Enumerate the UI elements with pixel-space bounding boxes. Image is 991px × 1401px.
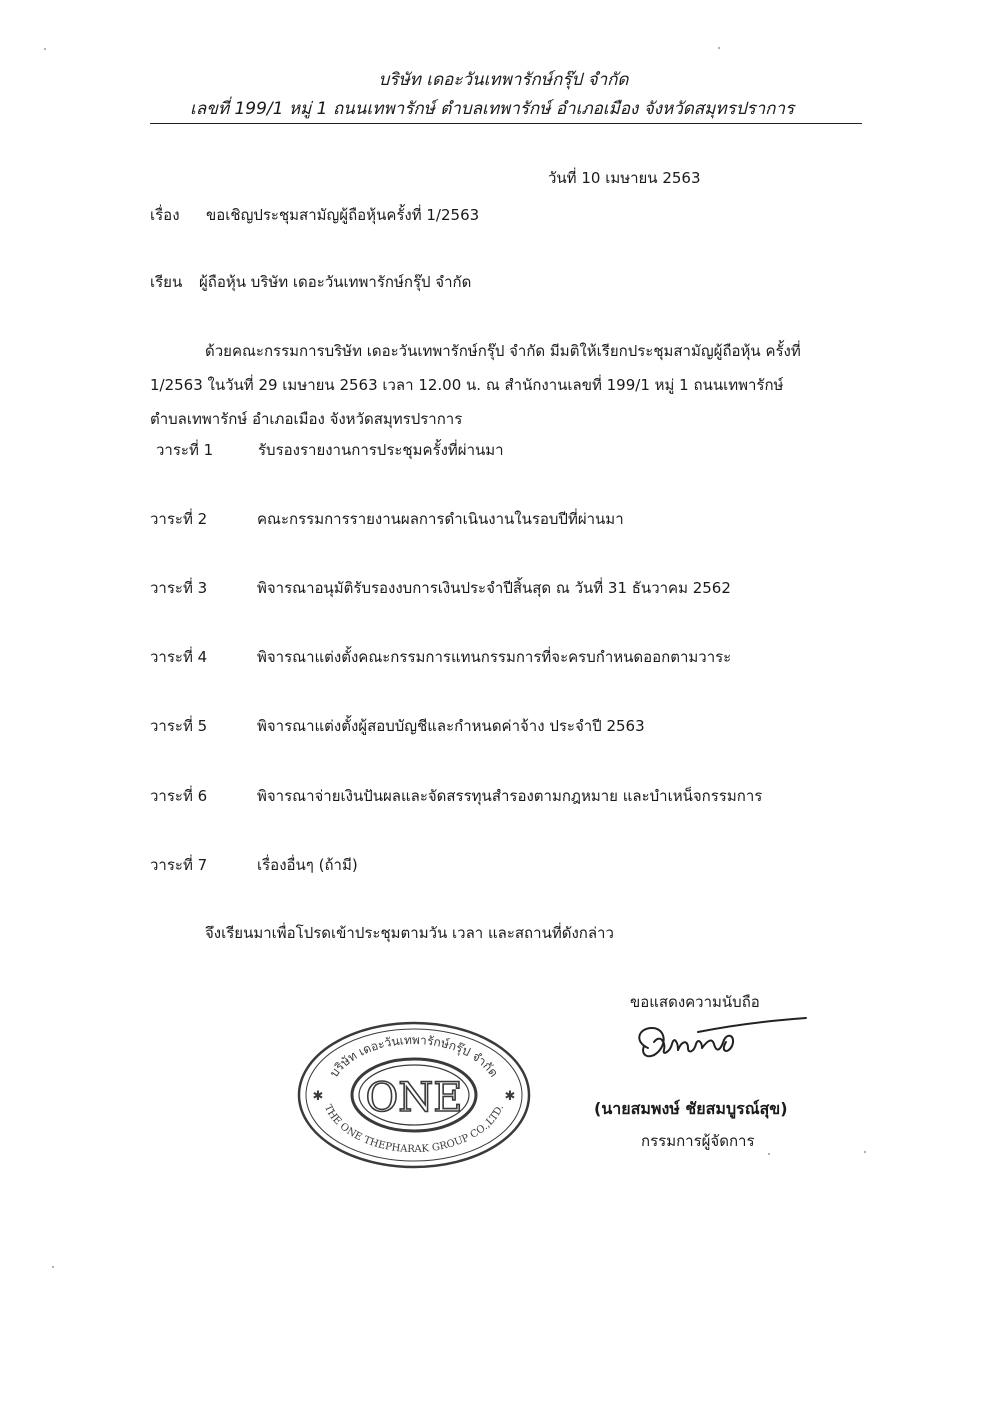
seal-bottom-text: THE ONE THEPHARAK GROUP CO.,LTD. bbox=[321, 1103, 507, 1156]
handwritten-signature bbox=[628, 1012, 808, 1072]
agenda-number: วาระที่ 2 bbox=[150, 510, 208, 528]
subject-text: ขอเชิญประชุมสามัญผู้ถือหุ้นครั้งที่ 1/2563 bbox=[206, 206, 480, 224]
letter-date: วันที่ 10 เมษายน 2563 bbox=[548, 169, 701, 187]
seal-center-text: ONE bbox=[365, 1075, 463, 1121]
company-seal bbox=[296, 1020, 532, 1170]
body-line-1: ด้วยคณะกรรมการบริษัท เดอะวันเทพารักษ์กรุ๊ป จำกัด มีมติให้เรียกประชุมสามัญผู้ถือหุ้น ครั้งที่ bbox=[205, 342, 801, 360]
company-address: เลขที่ 199/1 หมู่ 1 ถนนเทพารักษ์ ตำบลเทพารักษ์ อำเภอเมือง จังหวัดสมุทรปราการ bbox=[190, 99, 795, 119]
agenda-text: พิจารณาจ่ายเงินปันผลและจัดสรรทุนสำรองตามกฎหมาย และบำเหน็จกรรมการ bbox=[257, 787, 763, 805]
svg-text:✱: ✱ bbox=[504, 1089, 516, 1104]
signer-name: (นายสมพงษ์ ชัยสมบูรณ์สุข) bbox=[594, 1099, 788, 1118]
svg-text:✱: ✱ bbox=[312, 1089, 324, 1104]
agenda-text: พิจารณาแต่งตั้งคณะกรรมการแทนกรรมการที่จะครบกำหนดออกตามวาระ bbox=[257, 648, 732, 666]
agenda-item bbox=[150, 576, 731, 600]
agenda-number: วาระที่ 7 bbox=[150, 856, 208, 874]
agenda-item bbox=[150, 853, 358, 877]
seal-top-text: บริษัท เดอะวันเทพารักษ์กรุ๊ป จำกัด bbox=[326, 1032, 502, 1080]
agenda-number: วาระที่ 5 bbox=[150, 717, 208, 735]
signer-title: กรรมการผู้จัดการ bbox=[641, 1132, 755, 1150]
header-divider bbox=[150, 123, 862, 124]
agenda-item bbox=[150, 507, 624, 531]
company-name: บริษัท เดอะวันเทพารักษ์กรุ๊ป จำกัด bbox=[378, 70, 629, 90]
body-line-3: ตำบลเทพารักษ์ อำเภอเมือง จังหวัดสมุทรปราการ bbox=[150, 410, 463, 428]
scan-speck bbox=[768, 1153, 770, 1155]
agenda-item bbox=[150, 714, 645, 738]
recipient-label: เรียน bbox=[150, 273, 183, 291]
agenda-item bbox=[156, 438, 504, 462]
scan-speck bbox=[718, 47, 720, 49]
agenda-text: พิจารณาอนุมัติรับรองงบการเงินประจำปีสิ้นสุด ณ วันที่ 31 ธันวาคม 2562 bbox=[257, 579, 731, 597]
body-line-2: 1/2563 ในวันที่ 29 เมษายน 2563 เวลา 12.00 น. ณ สำนักงานเลขที่ 199/1 หมู่ 1 ถนนเทพารักษ์ bbox=[150, 376, 784, 394]
agenda-number: วาระที่ 3 bbox=[150, 579, 208, 597]
agenda-text: พิจารณาแต่งตั้งผู้สอบบัญชีและกำหนดค่าจ้าง ประจำปี 2563 bbox=[257, 717, 645, 735]
body-paragraph bbox=[150, 334, 870, 436]
agenda-number: วาระที่ 6 bbox=[150, 787, 208, 805]
recipient-text: ผู้ถือหุ้น บริษัท เดอะวันเทพารักษ์กรุ๊ป จำกัด bbox=[199, 273, 472, 291]
agenda-text: คณะกรรมการรายงานผลการดำเนินงานในรอบปีที่ผ่านมา bbox=[257, 510, 624, 528]
agenda-text: รับรองรายงานการประชุมครั้งที่ผ่านมา bbox=[258, 441, 504, 459]
scan-speck bbox=[44, 48, 46, 50]
subject-label: เรื่อง bbox=[150, 206, 180, 224]
scan-speck bbox=[52, 1266, 54, 1268]
scan-speck bbox=[864, 1151, 866, 1153]
signoff: ขอแสดงความนับถือ bbox=[630, 993, 760, 1011]
agenda-number: วาระที่ 4 bbox=[150, 648, 208, 666]
agenda-text: เรื่องอื่นๆ (ถ้ามี) bbox=[257, 856, 358, 874]
agenda-item bbox=[150, 784, 762, 808]
closing-sentence: จึงเรียนมาเพื่อโปรดเข้าประชุมตามวัน เวลา และสถานที่ดังกล่าว bbox=[205, 924, 614, 942]
agenda-number: วาระที่ 1 bbox=[156, 441, 214, 459]
agenda-item bbox=[150, 645, 731, 669]
